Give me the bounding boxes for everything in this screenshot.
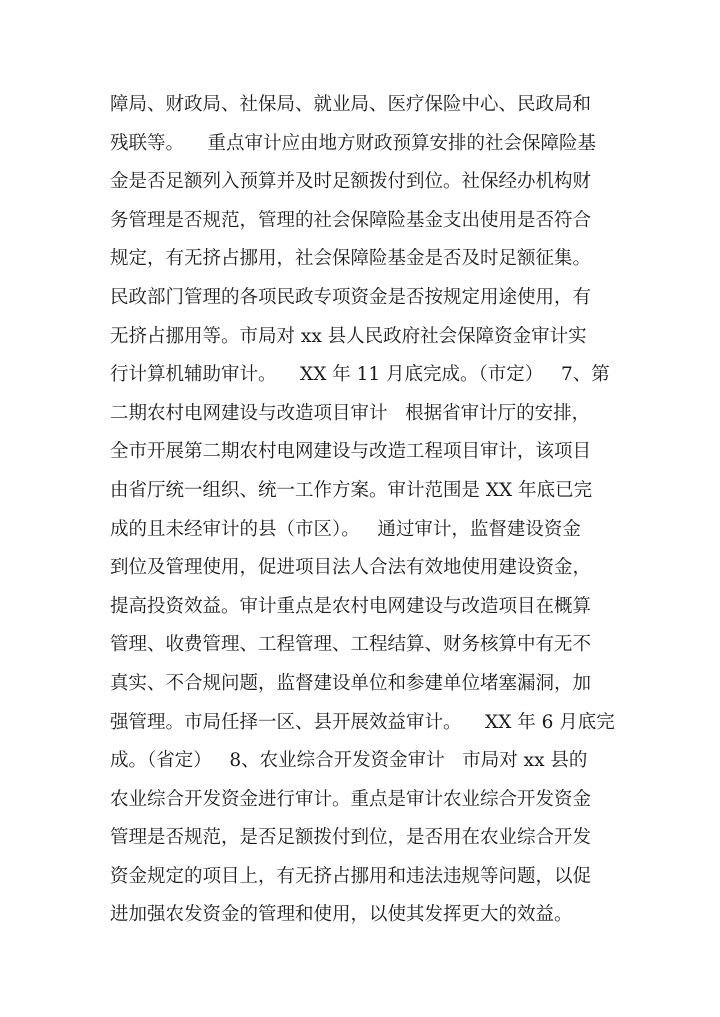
- text-line: 金是否足额列入预算并及时足额拨付到位。社保经办机构财: [110, 171, 592, 193]
- text-line: 无挤占挪用等。市局对 xx 县人民政府社会保障资金审计实: [110, 325, 587, 347]
- text-line: 管理、收费管理、工程管理、工程结算、财务核算中有无不: [110, 634, 592, 656]
- text-line: 残联等。 重点审计应由地方财政预算安排的社会保障险基: [110, 132, 597, 154]
- text-line: 管理是否规范，是否足额拨付到位，是否用在农业综合开发: [110, 827, 592, 849]
- text-line: 强管理。市局任择一区、县开展效益审计。 XX 年 6 月底完: [110, 711, 615, 733]
- text-line: 民政部门管理的各项民政专项资金是否按规定用途使用，有: [110, 286, 592, 308]
- text-line: 障局、财政局、社保局、就业局、医疗保险中心、民政局和: [110, 94, 592, 115]
- text-line: 农业综合开发资金进行审计。重点是审计农业综合开发资金: [110, 788, 592, 810]
- text-line: 规定，有无挤占挪用，社会保障险基金是否及时足额征集。: [110, 248, 592, 270]
- text-line: 提高投资效益。审计重点是农村电网建设与改造项目在概算: [110, 595, 592, 617]
- text-line: 成。（省定） 8、农业综合开发资金审计 市局对 xx 县的: [110, 750, 588, 772]
- text-line: 二期农村电网建设与改造项目审计 根据省审计厅的安排，: [110, 402, 591, 424]
- text-line: 务管理是否规范，管理的社会保障险基金支出使用是否符合: [110, 209, 592, 231]
- text-line: 全市开展第二期农村电网建设与改造工程项目审计，该项目: [110, 441, 592, 463]
- text-line: 成的且未经审计的县（市区）。 通过审计，监督建设资金: [110, 518, 581, 540]
- text-line: 到位及管理使用，促进项目法人合法有效地使用建设资金，: [110, 557, 592, 579]
- body-text: [110, 86, 620, 935]
- text-line: 资金规定的项目上，有无挤占挪用和违法违规等问题，以促: [110, 865, 592, 887]
- text-line: 进加强农发资金的管理和使用，以使其发挥更大的效益。: [110, 904, 573, 926]
- text-line: 由省厅统一组织、统一工作方案。审计范围是 XX 年底已完: [110, 479, 593, 501]
- text-line: 行计算机辅助审计。 XX 年 11 月底完成。（市定） 7、第: [110, 364, 610, 386]
- text-line: 真实、不合规问题，监督建设单位和参建单位堵塞漏洞，加: [110, 672, 592, 694]
